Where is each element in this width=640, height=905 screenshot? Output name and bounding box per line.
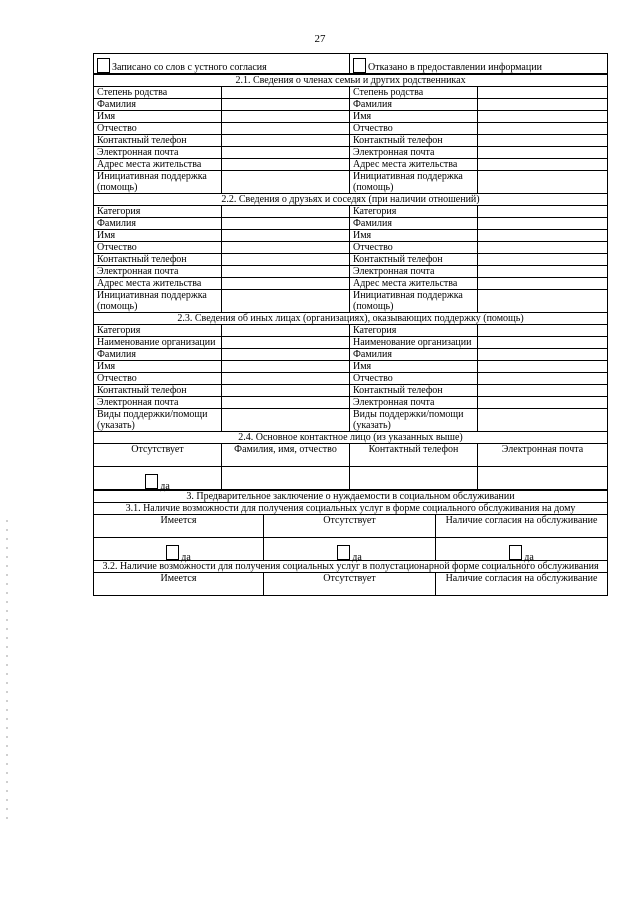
others-value[interactable] <box>222 409 350 432</box>
refused-label: Отказано в предоставлении информации <box>368 62 542 73</box>
others-value[interactable] <box>478 409 608 432</box>
family-label: Степень родства <box>350 87 478 99</box>
others-label: Виды поддержки/помощи (указать) <box>350 409 478 432</box>
friends-value[interactable] <box>478 206 608 218</box>
friends-value[interactable] <box>222 290 350 313</box>
others-value[interactable] <box>478 337 608 349</box>
semi-col-consent: Наличие согласия на обслуживание <box>436 573 608 596</box>
home-col-available: Имеется <box>94 515 264 538</box>
others-label: Отчество <box>350 373 478 385</box>
home-consent-cell[interactable] <box>436 538 608 561</box>
friends-value[interactable] <box>222 230 350 242</box>
friends-label: Адрес места жительства <box>94 278 222 290</box>
home-absent-yes: да <box>352 552 362 563</box>
others-value[interactable] <box>478 373 608 385</box>
home-col-consent: Наличие согласия на обслуживание <box>436 515 608 538</box>
others-label: Фамилия <box>94 349 222 361</box>
friends-label: Отчество <box>350 242 478 254</box>
semi-col-available: Имеется <box>94 573 264 596</box>
others-label: Категория <box>94 325 222 337</box>
friends-label: Фамилия <box>94 218 222 230</box>
consent-recorded-cell[interactable] <box>94 54 350 74</box>
others-label: Имя <box>350 361 478 373</box>
family-value[interactable] <box>222 135 350 147</box>
family-title: 2.1. Сведения о членах семьи и других родственниках <box>94 75 608 87</box>
family-value[interactable] <box>222 159 350 171</box>
page-number: 27 <box>314 33 326 45</box>
others-label: Имя <box>94 361 222 373</box>
family-label: Имя <box>350 111 478 123</box>
friends-label: Контактный телефон <box>350 254 478 266</box>
contact-col-email: Электронная почта <box>478 444 608 467</box>
others-value[interactable] <box>478 361 608 373</box>
friends-value[interactable] <box>478 230 608 242</box>
friends-label: Электронная почта <box>94 266 222 278</box>
others-label: Контактный телефон <box>350 385 478 397</box>
friends-label: Фамилия <box>350 218 478 230</box>
friends-value[interactable] <box>222 254 350 266</box>
family-value[interactable] <box>478 87 608 99</box>
family-label: Контактный телефон <box>94 135 222 147</box>
friends-label: Инициативная поддержка (помощь) <box>350 290 478 313</box>
friends-label: Имя <box>350 230 478 242</box>
others-value[interactable] <box>222 373 350 385</box>
others-label: Категория <box>350 325 478 337</box>
friends-label: Инициативная поддержка (помощь) <box>94 290 222 313</box>
others-label: Контактный телефон <box>94 385 222 397</box>
family-value[interactable] <box>222 87 350 99</box>
family-value[interactable] <box>478 147 608 159</box>
others-label: Фамилия <box>350 349 478 361</box>
others-value[interactable] <box>478 385 608 397</box>
section3-2-title: 3.2. Наличие возможности для получения социальных услуг в полустационарной форме социального обслуживания <box>94 561 608 573</box>
friends-value[interactable] <box>478 278 608 290</box>
others-value[interactable] <box>222 397 350 409</box>
family-value[interactable] <box>478 99 608 111</box>
friends-value[interactable] <box>478 266 608 278</box>
contact-phone-value[interactable] <box>350 467 478 490</box>
friends-value[interactable] <box>222 206 350 218</box>
contact-email-value[interactable] <box>478 467 608 490</box>
contact-title: 2.4. Основное контактное лицо (из указанных выше) <box>94 432 608 444</box>
family-label: Отчество <box>350 123 478 135</box>
friends-label: Электронная почта <box>350 266 478 278</box>
friends-value[interactable] <box>478 254 608 266</box>
consent-table <box>93 53 608 74</box>
refused-checkbox[interactable] <box>353 58 366 73</box>
family-label: Фамилия <box>94 99 222 111</box>
others-label: Отчество <box>94 373 222 385</box>
friends-label: Контактный телефон <box>94 254 222 266</box>
friends-value[interactable] <box>222 278 350 290</box>
home-available-checkbox[interactable] <box>166 545 179 560</box>
family-value[interactable] <box>478 159 608 171</box>
family-label: Фамилия <box>350 99 478 111</box>
family-label: Степень родства <box>94 87 222 99</box>
contact-col-name: Фамилия, имя, отчество <box>222 444 350 467</box>
family-value[interactable] <box>222 99 350 111</box>
home-consent-checkbox[interactable] <box>509 545 522 560</box>
home-available-cell[interactable] <box>94 538 264 561</box>
friends-value[interactable] <box>222 266 350 278</box>
friends-label: Категория <box>350 206 478 218</box>
others-value[interactable] <box>478 397 608 409</box>
section3-1-title: 3.1. Наличие возможности для получения социальных услуг в форме социального обслуживания на дому <box>94 503 608 515</box>
home-absent-cell[interactable] <box>264 538 436 561</box>
family-value[interactable] <box>222 171 350 194</box>
contact-name-value[interactable] <box>222 467 350 490</box>
home-col-absent: Отсутствует <box>264 515 436 538</box>
family-value[interactable] <box>478 171 608 194</box>
friends-title: 2.2. Сведения о друзьях и соседях (при наличии отношений) <box>94 194 608 206</box>
contact-col-absent: Отсутствует <box>94 444 222 467</box>
contact-absent-checkbox[interactable] <box>145 474 158 489</box>
family-label: Инициативная поддержка (помощь) <box>350 171 478 194</box>
family-label: Контактный телефон <box>350 135 478 147</box>
recorded-label: Записано со слов с устного согласия <box>112 62 267 73</box>
contact-col-phone: Контактный телефон <box>350 444 478 467</box>
friends-label: Адрес места жительства <box>350 278 478 290</box>
others-value[interactable] <box>222 385 350 397</box>
family-label: Адрес места жительства <box>94 159 222 171</box>
family-label: Инициативная поддержка (помощь) <box>94 171 222 194</box>
contact-yes-label: да <box>160 481 170 492</box>
family-value[interactable] <box>478 111 608 123</box>
section3-table <box>93 490 608 596</box>
section3-title: 3. Предварительное заключение о нуждаемости в социальном обслуживании <box>94 491 608 503</box>
contact-absent-cell[interactable] <box>94 467 222 490</box>
family-table <box>93 74 608 490</box>
home-absent-checkbox[interactable] <box>337 545 350 560</box>
family-value[interactable] <box>478 135 608 147</box>
consent-refused-cell[interactable] <box>350 54 608 74</box>
margin-dots <box>6 520 8 820</box>
friends-value[interactable] <box>478 218 608 230</box>
friends-value[interactable] <box>222 242 350 254</box>
others-label: Наименование организации <box>94 337 222 349</box>
friends-value[interactable] <box>222 218 350 230</box>
family-label: Имя <box>94 111 222 123</box>
others-value[interactable] <box>222 325 350 337</box>
others-value[interactable] <box>478 349 608 361</box>
friends-value[interactable] <box>478 290 608 313</box>
friends-value[interactable] <box>478 242 608 254</box>
others-title: 2.3. Сведения об иных лицах (организациях), оказывающих поддержку (помощь) <box>94 313 608 325</box>
family-label: Электронная почта <box>350 147 478 159</box>
family-value[interactable] <box>222 123 350 135</box>
friends-label: Имя <box>94 230 222 242</box>
others-label: Электронная почта <box>94 397 222 409</box>
others-value[interactable] <box>478 325 608 337</box>
family-label: Отчество <box>94 123 222 135</box>
family-value[interactable] <box>222 111 350 123</box>
family-label: Электронная почта <box>94 147 222 159</box>
social-service-form <box>93 53 607 596</box>
home-consent-yes: да <box>524 552 534 563</box>
others-value[interactable] <box>222 349 350 361</box>
others-value[interactable] <box>222 337 350 349</box>
friends-label: Отчество <box>94 242 222 254</box>
recorded-checkbox[interactable] <box>97 58 110 73</box>
others-label: Виды поддержки/помощи (указать) <box>94 409 222 432</box>
semi-col-absent: Отсутствует <box>264 573 436 596</box>
family-value[interactable] <box>478 123 608 135</box>
others-value[interactable] <box>222 361 350 373</box>
friends-label: Категория <box>94 206 222 218</box>
others-label: Электронная почта <box>350 397 478 409</box>
home-available-yes: да <box>181 552 191 563</box>
others-label: Наименование организации <box>350 337 478 349</box>
family-label: Адрес места жительства <box>350 159 478 171</box>
family-value[interactable] <box>222 147 350 159</box>
